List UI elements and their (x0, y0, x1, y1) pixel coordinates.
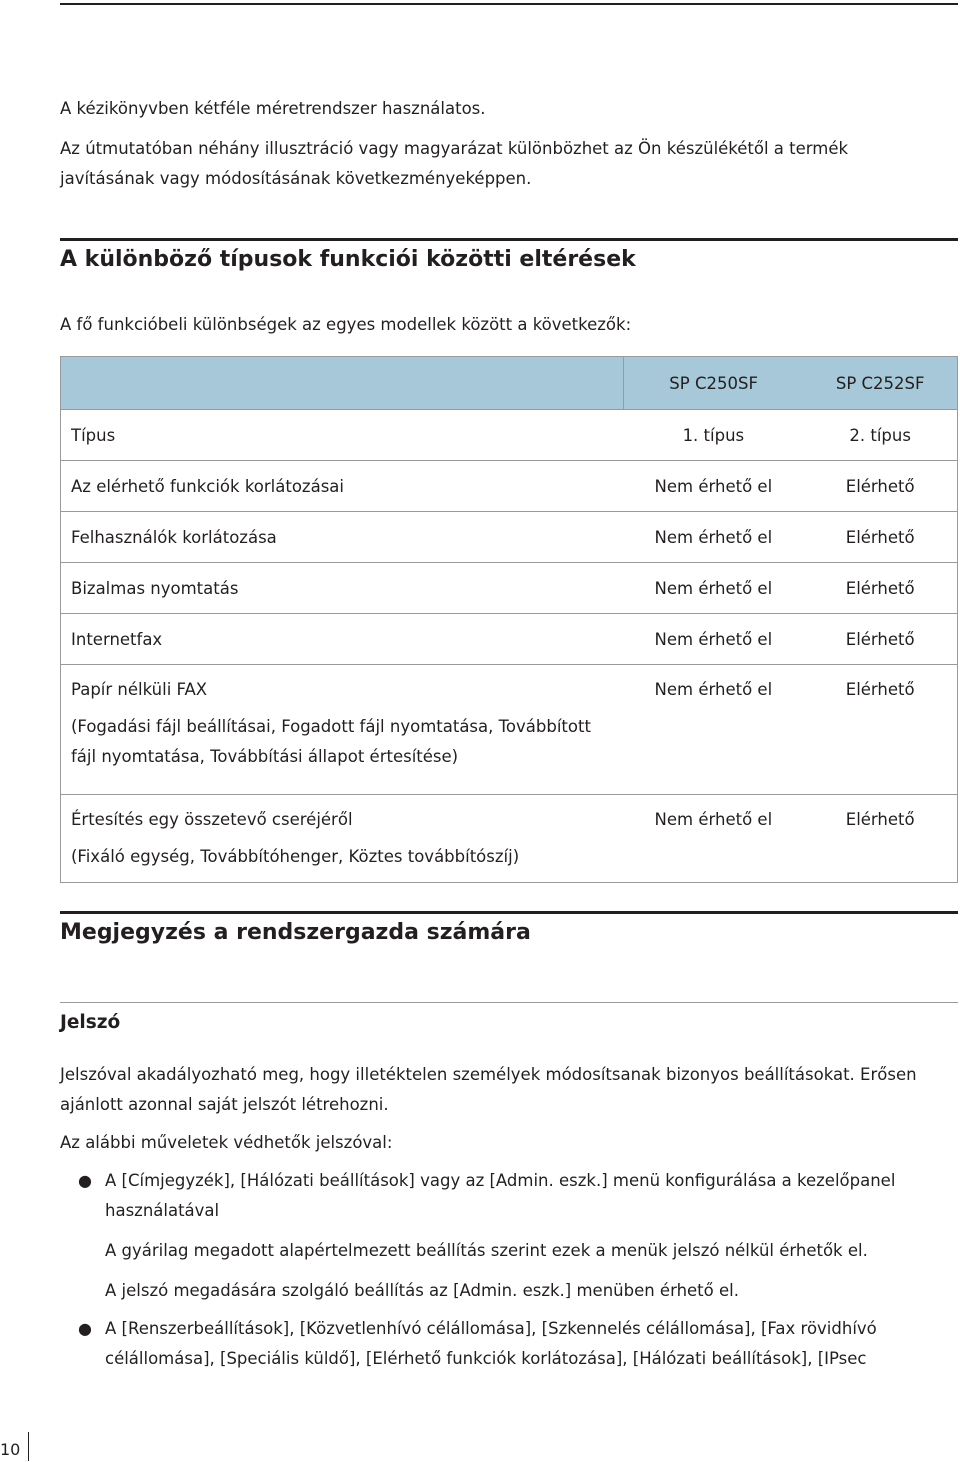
comparison-table (60, 356, 958, 883)
table-header-model-1: SP C250SF (623, 357, 803, 410)
table-row (61, 614, 958, 665)
section-title: A különböző típusok funkciói közötti eltérések (60, 247, 636, 272)
row-label: Az elérhető funkciók korlátozásai (61, 461, 624, 512)
table-header-model-2: SP C252SF (803, 357, 957, 410)
row-value-2: Elérhető (845, 680, 915, 699)
row-label-cell (61, 665, 624, 795)
intro-line-2: Az útmutatóban néhány illusztráció vagy magyarázat különbözhet az Ön készülékétől a termék javításának vagy módosításának következményeképpen. (60, 139, 849, 188)
row-value-1: Nem érhető el (623, 614, 803, 665)
section-lead: A fő funkcióbeli különbségek az egyes modellek között a következők: (60, 315, 632, 334)
row-value-2: Elérhető (803, 614, 957, 665)
row-sublabel: (Fixáló egység, Továbbítóhenger, Köztes továbbítószíj) (71, 847, 520, 866)
row-value-2: Elérhető (803, 512, 957, 563)
row-label: Felhasználók korlátozása (61, 512, 624, 563)
intro-line-1: A kézikönyvben kétféle méretrendszer használatos. (60, 99, 486, 118)
bullet-note-2: A jelszó megadására szolgáló beállítás az [Admin. eszk.] menüben érhető el. (105, 1281, 739, 1300)
bullet-dot-icon: ● (78, 1319, 92, 1338)
table-header-row (61, 357, 958, 410)
row-value-cell-2 (803, 665, 957, 795)
row-value-1: 1. típus (623, 410, 803, 461)
row-label: Bizalmas nyomtatás (61, 563, 624, 614)
row-value-2: Elérhető (803, 461, 957, 512)
table-row (61, 512, 958, 563)
top-rule (60, 3, 958, 5)
password-para-1: Jelszóval akadályozható meg, hogy illetéktelen személyek módosítsanak bizonyos beállításokat. Erősen ajánlott azonnal saját jelszót létrehozni. (60, 1065, 917, 1114)
bullet-item-2: A [Renszerbeállítások], [Közvetlenhívó célállomása], [Szkennelés célállomása], [Fax rövidhívó célállomása], [Speciális küldő], [Elérhető funkciók korlátozása], [Hálózati beállítások], [IPsec (105, 1319, 877, 1368)
bullet-dot-icon: ● (78, 1171, 92, 1190)
page-number-rule (28, 1432, 29, 1461)
row-label: Értesítés egy összetevő cseréjéről (71, 810, 353, 829)
row-label: Internetfax (61, 614, 624, 665)
bullet-item-1: A [Címjegyzék], [Hálózati beállítások] vagy az [Admin. eszk.] menü konfigurálása a kezelőpanel használatával (105, 1171, 896, 1220)
table-row (61, 665, 958, 795)
row-value-cell-2 (803, 795, 957, 883)
row-sublabel: (Fogadási fájl beállításai, Fogadott fájl nyomtatása, Továbbított fájl nyomtatása, Továbbítási állapot értesítése) (71, 717, 591, 766)
row-value-2: 2. típus (803, 410, 957, 461)
password-title: Jelszó (60, 1012, 121, 1033)
row-value-1: Nem érhető el (623, 461, 803, 512)
table-row (61, 410, 958, 461)
row-value-1: Nem érhető el (654, 680, 773, 699)
row-value-1: Nem érhető el (623, 512, 803, 563)
password-para-2: Az alábbi műveletek védhetők jelszóval: (60, 1133, 393, 1152)
row-value-1: Nem érhető el (623, 563, 803, 614)
table-row (61, 795, 958, 883)
table-row (61, 563, 958, 614)
admin-note-title: Megjegyzés a rendszergazda számára (60, 920, 531, 945)
row-value-1: Nem érhető el (654, 810, 773, 829)
row-value-2: Elérhető (845, 810, 915, 829)
password-rule (60, 1002, 958, 1003)
bullet-note-1: A gyárilag megadott alapértelmezett beállítás szerint ezek a menük jelszó nélkül érhetők el. (105, 1241, 868, 1260)
table-row (61, 461, 958, 512)
page-number: 10 (0, 1440, 21, 1459)
row-value-2: Elérhető (803, 563, 957, 614)
row-value-cell-1 (623, 665, 803, 795)
table-header-cell (61, 357, 624, 410)
row-value-cell-1 (623, 795, 803, 883)
row-label: Papír nélküli FAX (71, 680, 208, 699)
row-label: Típus (61, 410, 624, 461)
row-label-cell (61, 795, 624, 883)
